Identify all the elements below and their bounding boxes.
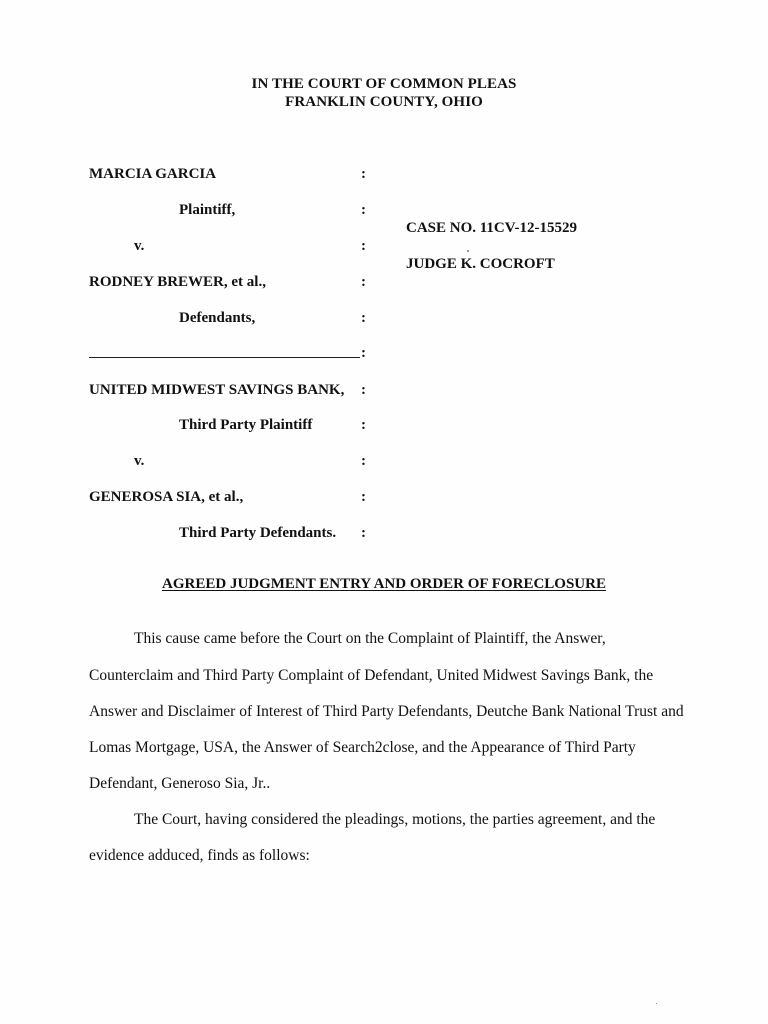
caption-colon: :	[361, 202, 366, 218]
party-third-plaintiff-name: UNITED MIDWEST SAVINGS BANK,	[89, 382, 345, 398]
caption-colon: :	[361, 417, 366, 433]
caption-colon: :	[361, 238, 366, 254]
caption-divider	[89, 357, 360, 358]
caption-colon: :	[361, 166, 366, 182]
versus-label: v.	[134, 238, 145, 254]
party-plaintiff-role: Plaintiff,	[179, 202, 236, 218]
case-number: CASE NO. 11CV-12-15529	[406, 220, 577, 236]
party-third-defendant-role: Third Party Defendants.	[179, 525, 337, 541]
party-third-defendant-name: GENEROSA SIA, et al.,	[89, 489, 244, 505]
caption-colon: :	[361, 453, 366, 469]
body-line: This cause came before the Court on the Complaint of Plaintiff, the Answer,	[134, 630, 606, 647]
party-defendant-role: Defendants,	[179, 310, 256, 326]
court-county: FRANKLIN COUNTY, OHIO	[285, 94, 483, 110]
caption-colon: :	[361, 310, 366, 326]
body-line: evidence adduced, finds as follows:	[89, 847, 310, 864]
versus-label-2: v.	[134, 453, 145, 469]
judge-name: JUDGE K. COCROFT	[406, 256, 555, 272]
document-title	[0, 576, 768, 593]
body-line: Lomas Mortgage, USA, the Answer of Search2close, and the Appearance of Third Party	[89, 739, 636, 756]
body-line: Answer and Disclaimer of Interest of Third Party Defendants, Deutche Bank National Trust and	[89, 703, 684, 720]
caption-colon: :	[361, 345, 366, 361]
caption-colon: :	[361, 274, 366, 290]
body-line: Defendant, Generoso Sia, Jr..	[89, 775, 271, 792]
caption-colon: :	[361, 489, 366, 505]
body-line: The Court, having considered the pleadings, motions, the parties agreement, and the	[134, 811, 656, 828]
party-third-plaintiff-role: Third Party Plaintiff	[179, 417, 313, 433]
document-title-text: AGREED JUDGMENT ENTRY AND ORDER OF FORECLOSURE	[162, 576, 606, 592]
court-name: IN THE COURT OF COMMON PLEAS	[251, 76, 517, 92]
scan-speck	[656, 1003, 657, 1004]
party-plaintiff-name: MARCIA GARCIA	[89, 166, 217, 182]
caption-colon: :	[361, 525, 366, 541]
caption-colon: :	[361, 382, 366, 398]
scan-speck	[467, 250, 469, 252]
body-line: Counterclaim and Third Party Complaint of Defendant, United Midwest Savings Bank, the	[89, 667, 654, 684]
party-defendant-name: RODNEY BREWER, et al.,	[89, 274, 266, 290]
